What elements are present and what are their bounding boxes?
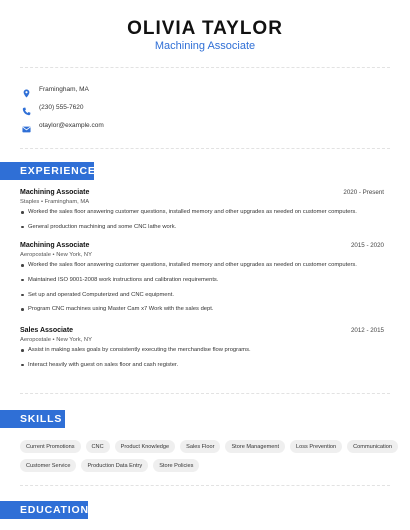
contact-phone — [22, 101, 83, 113]
candidate-name: OLIVIA TAYLOR — [127, 18, 283, 39]
bullet: Program CNC machines using Master Cam x7 Work with the sales dept. — [20, 305, 384, 313]
skill-chip: Loss Prevention — [290, 440, 342, 453]
skill-chip: Store Policies — [153, 459, 199, 472]
bullet: Interact heavily with guest on sales floor and cash register. — [20, 361, 384, 369]
skills-heading: SKILLS — [0, 410, 65, 428]
bullet: Worked the sales floor answering customer questions, installed memory and other upgrades as needed on customer computers. — [20, 261, 384, 269]
job-dates: 2015 - 2020 — [350, 242, 384, 249]
skills-list — [20, 440, 393, 478]
skill-chip: Sales Floor — [180, 440, 220, 453]
envelope-icon — [22, 121, 31, 130]
skill-chip: Customer Service — [20, 459, 76, 472]
skills-row — [20, 459, 390, 472]
divider — [20, 148, 390, 149]
skill-chip: Current Promotions — [20, 440, 81, 453]
job-company: Aeropostale • New York, NY — [20, 252, 92, 258]
location-text: Framingham, MA — [39, 85, 89, 93]
location-pin-icon — [22, 85, 31, 94]
skill-chip: Product Knowledge — [115, 440, 176, 453]
job-entry — [20, 189, 384, 238]
phone-icon — [22, 103, 31, 112]
contact-email — [22, 119, 104, 131]
divider — [20, 393, 390, 394]
divider — [20, 485, 390, 486]
job-bullets — [20, 208, 384, 231]
experience-heading: EXPERIENCE — [0, 162, 94, 180]
job-dates: 2020 - Present — [343, 189, 384, 196]
skills-row — [20, 440, 393, 453]
bullet: Worked the sales floor answering customer questions, installed memory and other upgrades as needed on customer computers. — [20, 208, 384, 216]
contact-location — [22, 83, 89, 95]
skill-chip: CNC — [86, 440, 110, 453]
job-bullets — [20, 346, 384, 369]
bullet: Assist in making sales goals by consistently executing the merchandise flow programs. — [20, 346, 384, 354]
job-title: Machining Associate — [20, 189, 90, 196]
email-text[interactable]: otaylor@example.com — [39, 121, 104, 129]
skill-chip: Production Data Entry — [81, 459, 148, 472]
bullet: Set up and operated Computerized and CNC equipment. — [20, 291, 384, 299]
job-company: Staples • Framingham, MA — [20, 199, 90, 205]
bullet: Maintained ISO 9001-2008 work instructions and calibration requirements. — [20, 276, 384, 284]
skill-chip: Communication — [347, 440, 398, 453]
divider — [20, 67, 390, 68]
job-title: Machining Associate — [20, 242, 90, 249]
job-bullets — [20, 261, 384, 313]
job-entry — [20, 327, 384, 376]
bullet: General production machining and some CNC lathe work. — [20, 223, 384, 231]
candidate-title: Machining Associate — [154, 40, 256, 52]
job-dates: 2012 - 2015 — [350, 327, 384, 334]
job-title: Sales Associate — [20, 327, 74, 334]
job-company: Aeropostale • New York, NY — [20, 337, 92, 343]
job-entry — [20, 242, 384, 320]
education-heading: EDUCATION — [0, 501, 88, 519]
phone-text[interactable]: (230) 555-7620 — [39, 103, 84, 111]
skill-chip: Store Management — [225, 440, 285, 453]
